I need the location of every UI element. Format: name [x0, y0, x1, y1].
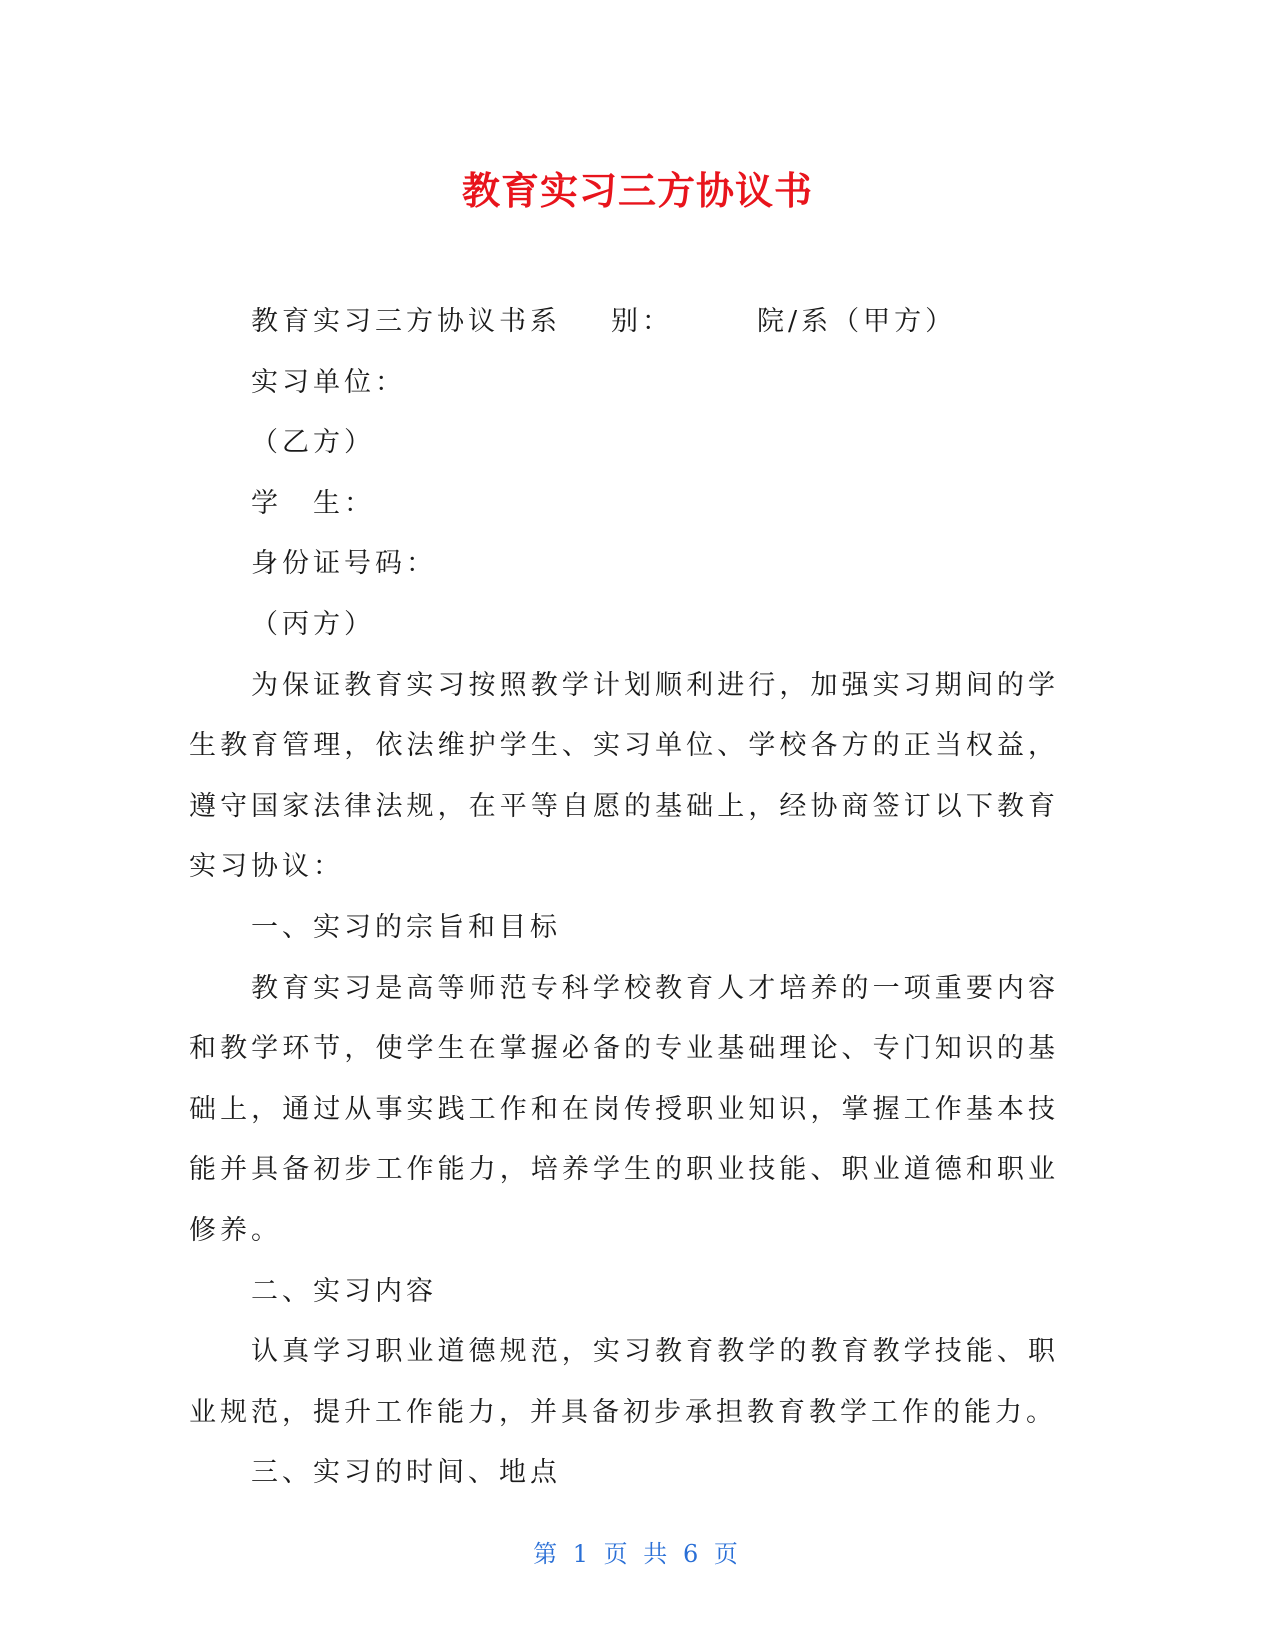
paragraph-purpose: 教育实习是高等师范专科学校教育人才培养的一项重要内容和教学环节，使学生在掌握必备的专业基础理论、专门知识的基础上，通过从事实践工作和在岗传授职业知识，掌握工作基本技能并具备初步工作能力，培养学生的职业技能、职业道德和职业修养。 [189, 972, 1059, 1246]
header-line-unit: 实习单位： [251, 366, 406, 398]
paragraph-preamble: 为保证教育实习按照教学计划顺利进行，加强实习期间的学生教育管理，依法维护学生、实习单位、学校各方的正当权益，遵守国家法律法规，在平等自愿的基础上，经协商签订以下教育实习协议： [189, 669, 1059, 883]
header-line-party-c: （丙方） [251, 608, 375, 640]
header-line-student: 学 生： [251, 487, 375, 519]
paragraph-content: 认真学习职业道德规范，实习教育教学的教育教学技能、职业规范，提升工作能力，并具备初步承担教育教学工作的能力。 [189, 1336, 1059, 1428]
header-line1-field: 别： [611, 306, 673, 337]
document-body [189, 292, 1059, 1504]
header-line-id-number: 身份证号码： [251, 548, 437, 580]
document-title: 教育实习三方协议书 [461, 169, 813, 213]
header-line-department [189, 292, 1059, 353]
section-heading-content: 二、实习内容 [251, 1275, 437, 1307]
header-line-party-b: （乙方） [251, 427, 375, 459]
header-line1-party-a: 院/系（甲方） [757, 306, 957, 337]
section-heading-time-place: 三、实习的时间、地点 [251, 1457, 561, 1489]
page-footer: 第 1 页 共 6 页 [533, 1540, 742, 1568]
header-line1-prefix: 教育实习三方协议书系 [251, 306, 561, 337]
section-heading-purpose: 一、实习的宗旨和目标 [251, 911, 561, 943]
